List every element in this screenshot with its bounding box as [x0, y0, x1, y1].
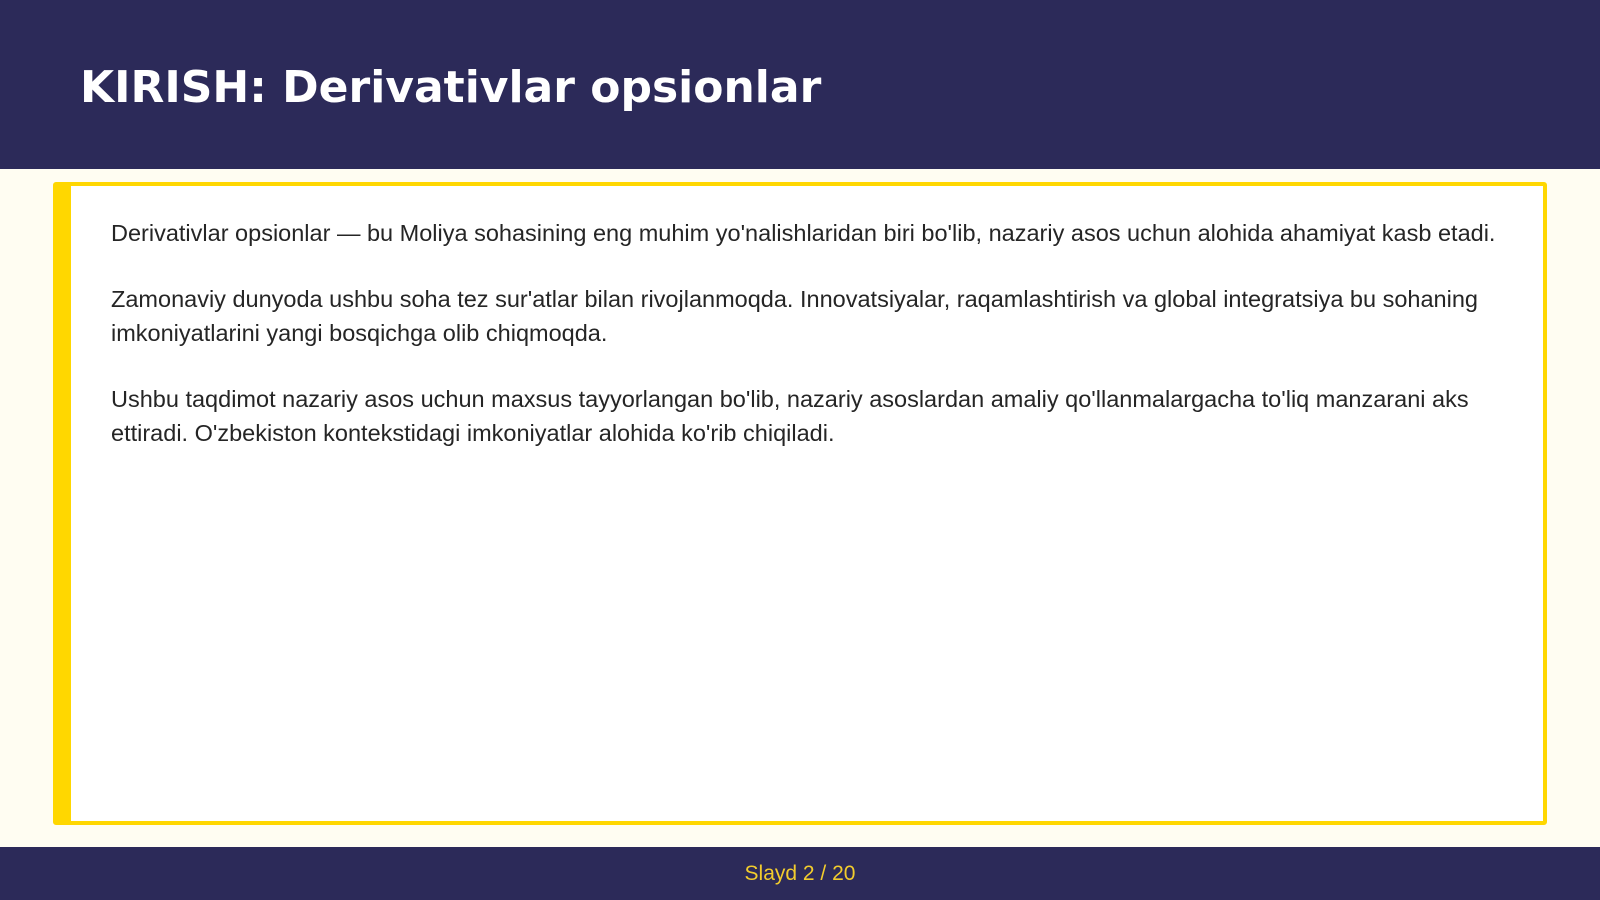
- paragraph-modern-world: Zamonaviy dunyoda ushbu soha tez sur'atlar bilan rivojlanmoqda. Innovatsiyalar, raqamlashtirish va global integratsiya bu sohaning imkoniyatlarini yangi bosqichga olib chiqmoqda.: [111, 286, 1478, 346]
- paragraph-presentation-purpose: Ushbu taqdimot nazariy asos uchun maxsus tayyorlangan bo'lib, nazariy asoslardan amaliy qo'llanmalargacha to'liq manzarani aks ettiradi. O'zbekiston kontekstidagi imkoniyatlar alohida ko'rib chiqiladi.: [111, 386, 1469, 446]
- slide-title: KIRISH: Derivativlar opsionlar: [80, 62, 822, 113]
- content-text: [111, 216, 1501, 482]
- slide-header: [0, 0, 1600, 169]
- paragraph-intro: Derivativlar opsionlar — bu Moliya sohasining eng muhim yo'nalishlaridan biri bo'lib, nazariy asos uchun alohida ahamiyat kasb etadi.: [111, 220, 1496, 246]
- slide-counter: Slayd 2 / 20: [744, 862, 856, 885]
- content-box: [53, 182, 1547, 825]
- slide-footer: [0, 847, 1600, 900]
